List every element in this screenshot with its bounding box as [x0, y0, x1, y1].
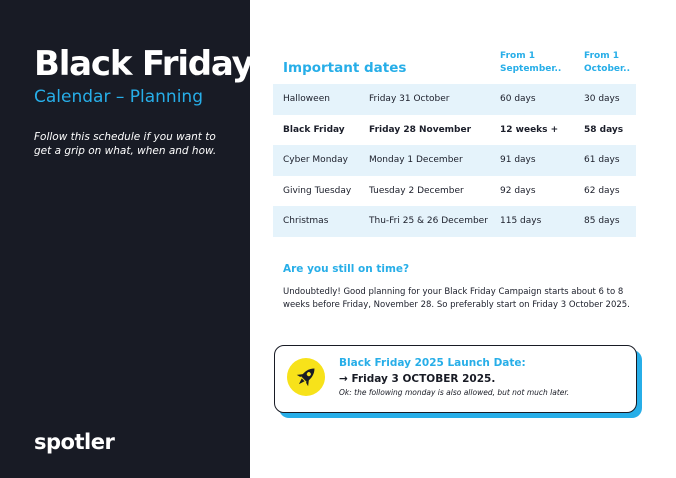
- table-row: [273, 206, 636, 237]
- rocket-icon: [287, 358, 325, 396]
- dates-table: [273, 84, 636, 237]
- from-september-cell: 60 days: [500, 94, 536, 104]
- event-cell: Christmas: [283, 216, 329, 226]
- from-september-cell: 115 days: [500, 216, 542, 226]
- from-october-cell: 62 days: [584, 185, 620, 196]
- left-panel: [0, 0, 253, 478]
- from-october-cell: 85 days: [584, 216, 620, 226]
- table-row: [273, 176, 636, 207]
- event-cell: Black Friday: [283, 124, 345, 135]
- from-september-cell: 92 days: [500, 185, 536, 196]
- on-time-text: Undoubtedly! Good planning for your Black Friday Campaign starts about 6 to 8 weeks before Friday, November 28. So preferably start on Friday 3 October 2025.: [283, 287, 630, 310]
- table-title: Important dates: [283, 60, 407, 76]
- right-panel: [250, 0, 676, 478]
- rocket-badge: [287, 358, 325, 396]
- event-cell: Cyber Monday: [283, 155, 348, 165]
- column-header-september: From 1 September..: [500, 51, 562, 74]
- date-cell: Friday 31 October: [369, 94, 450, 104]
- launch-note: Ok: the following monday is also allowed, but not much later.: [339, 388, 570, 397]
- spotler-logo: spotler: [34, 430, 115, 454]
- event-cell: Giving Tuesday: [283, 185, 352, 196]
- from-september-cell: 12 weeks +: [500, 124, 559, 135]
- intro-text: Follow this schedule if you want to get a grip on what, when and how.: [34, 131, 217, 157]
- launch-title: Black Friday 2025 Launch Date:: [339, 357, 526, 369]
- table-row: [273, 145, 636, 176]
- date-cell: Monday 1 December: [369, 155, 463, 165]
- from-september-cell: 91 days: [500, 155, 536, 165]
- table-row: [273, 84, 636, 115]
- from-october-cell: 30 days: [584, 94, 620, 104]
- column-header-october: From 1 October..: [584, 51, 631, 74]
- date-cell: Friday 28 November: [369, 124, 472, 135]
- date-cell: Thu-Fri 25 & 26 December: [369, 216, 488, 226]
- launch-date: → Friday 3 OCTOBER 2025.: [339, 373, 496, 385]
- from-october-cell: 61 days: [584, 155, 620, 165]
- date-cell: Tuesday 2 December: [369, 185, 464, 196]
- page-subtitle: Calendar – Planning: [34, 87, 203, 107]
- from-october-cell: 58 days: [584, 124, 624, 135]
- launch-card: [274, 345, 637, 413]
- table-row: [273, 115, 636, 146]
- on-time-heading: Are you still on time?: [283, 263, 410, 275]
- page-title: Black Friday: [34, 44, 253, 84]
- event-cell: Halloween: [283, 94, 330, 104]
